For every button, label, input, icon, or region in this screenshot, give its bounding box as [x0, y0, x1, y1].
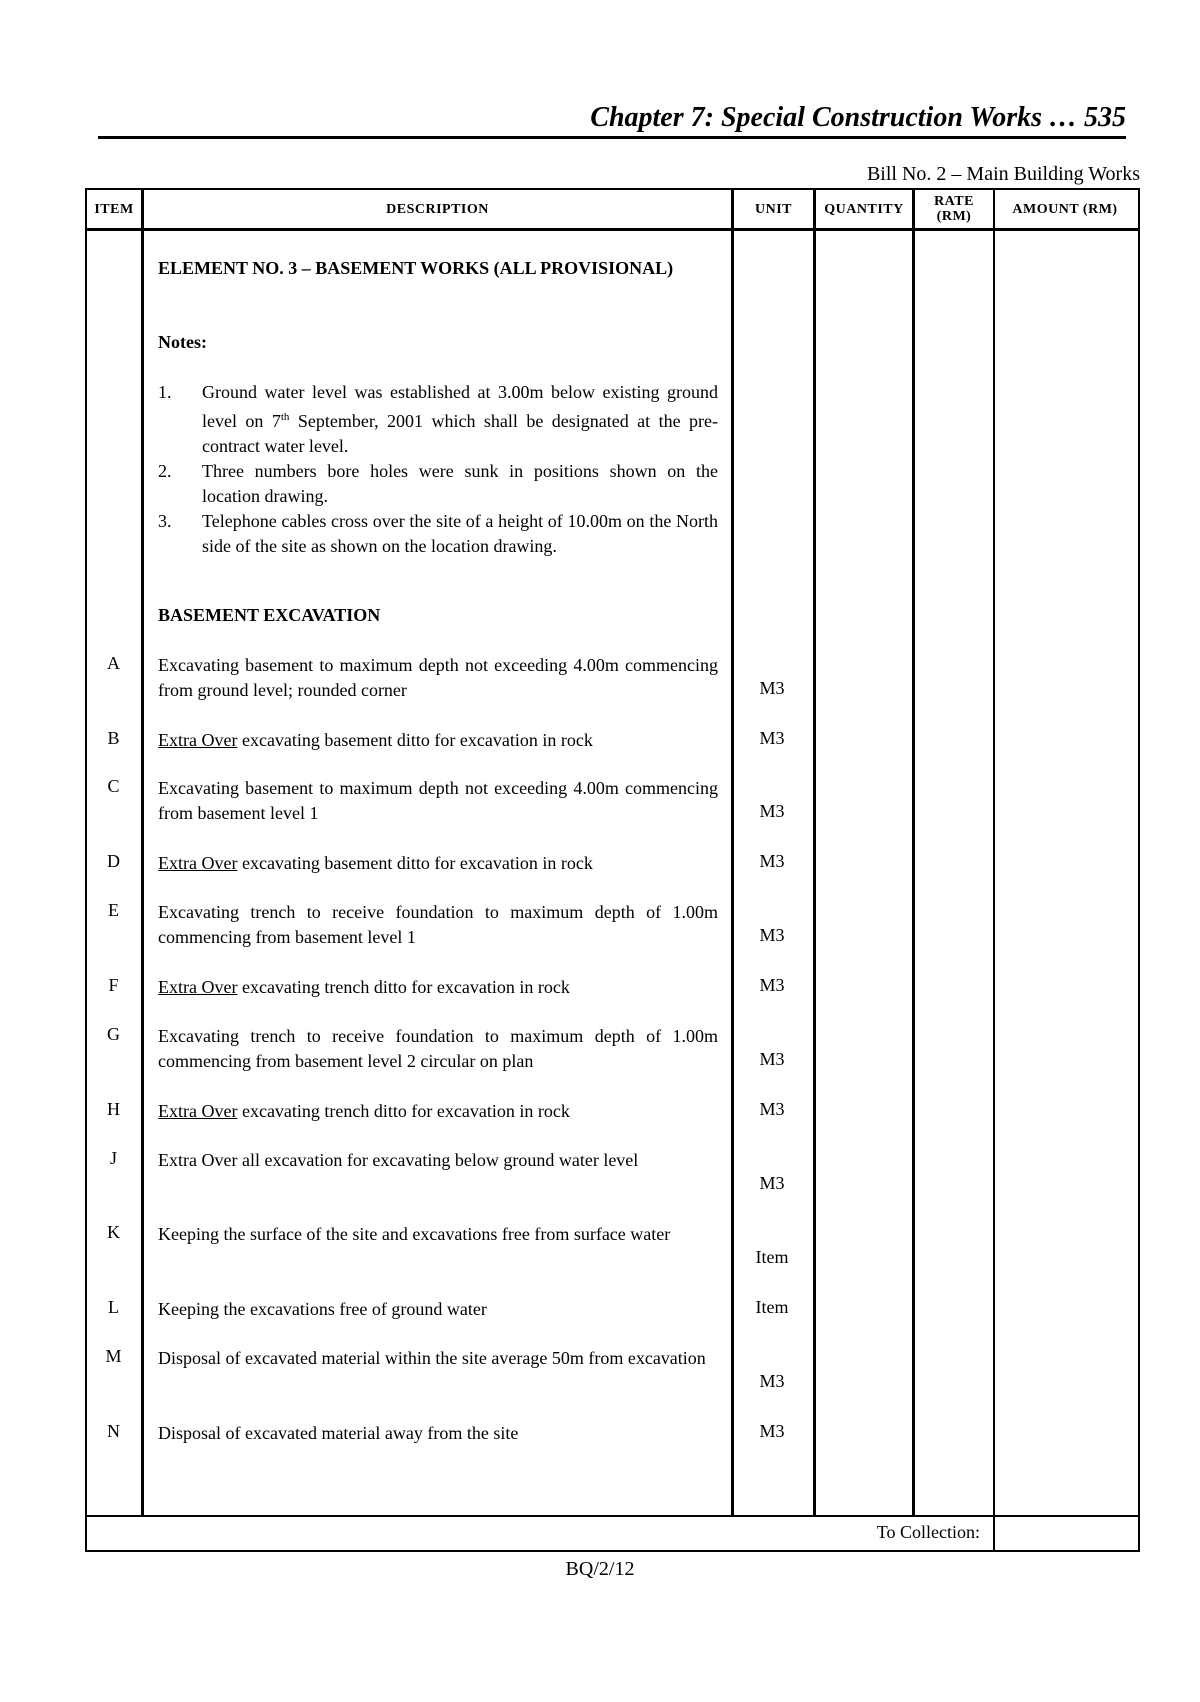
item-letter: N	[107, 1421, 120, 1441]
item-unit: M3	[759, 1049, 785, 1069]
item-description: Extra Over all excavation for excavating below ground water level	[158, 1150, 639, 1170]
item-unit: Item	[755, 1297, 789, 1317]
column-divider-quantity	[912, 188, 915, 1516]
item-description: Excavating basement to maximum depth not exceeding 4.00m commencing from basement level 1	[158, 778, 718, 823]
item-unit: M3	[759, 975, 785, 995]
header-divider	[85, 228, 1140, 231]
column-divider-unit	[813, 188, 816, 1516]
column-header-amount: AMOUNT (RM)	[1012, 201, 1118, 217]
note-item	[158, 459, 718, 509]
column-header-rate: RATE (RM)	[934, 194, 974, 224]
note-text: Ground water level was established at 3.00m below existing ground level on 7th September, 2001 which shall be designated at the pre-contract water level.	[202, 382, 718, 456]
column-header-quantity: QUANTITY	[824, 201, 904, 217]
header-rule	[98, 136, 1126, 139]
note-item	[158, 509, 718, 559]
item-unit: M3	[759, 678, 785, 698]
item-unit: M3	[759, 925, 785, 945]
note-number: 2.	[158, 461, 172, 481]
item-description: Excavating basement to maximum depth not exceeding 4.00m commencing from ground level; rounded corner	[158, 655, 718, 700]
item-letter: K	[107, 1222, 120, 1242]
item-letter: M	[105, 1346, 122, 1366]
item-description: Keeping the excavations free of ground water	[158, 1299, 487, 1319]
to-collection-label: To Collection:	[876, 1522, 980, 1542]
footer-divider	[85, 1515, 1140, 1517]
item-letter: D	[107, 851, 120, 871]
section-heading: BASEMENT EXCAVATION	[158, 605, 381, 625]
item-description: Extra Over excavating basement ditto for excavation in rock	[158, 730, 593, 750]
item-unit: M3	[759, 851, 785, 871]
notes-label: Notes:	[158, 332, 207, 352]
item-letter: J	[109, 1148, 117, 1168]
item-letter: A	[107, 653, 120, 673]
item-description: Extra Over excavating trench ditto for excavation in rock	[158, 977, 570, 997]
item-letter: E	[108, 900, 119, 920]
item-letter: G	[107, 1024, 120, 1044]
chapter-title: Chapter 7: Special Construction Works … 535	[590, 102, 1126, 133]
item-letter: C	[107, 776, 120, 796]
item-description: Extra Over excavating basement ditto for excavation in rock	[158, 853, 593, 873]
item-description: Extra Over excavating trench ditto for excavation in rock	[158, 1101, 570, 1121]
item-letter: H	[107, 1099, 120, 1119]
item-unit: M3	[759, 1173, 785, 1193]
column-header-description: DESCRIPTION	[386, 201, 489, 217]
column-divider-rate	[993, 188, 995, 1552]
element-title: ELEMENT NO. 3 – BASEMENT WORKS (ALL PROVISIONAL)	[158, 258, 674, 278]
column-header-unit: UNIT	[754, 201, 792, 217]
item-unit: Item	[755, 1247, 789, 1267]
item-description: Excavating trench to receive foundation to maximum depth of 1.00m commencing from basement level 1	[158, 902, 718, 947]
item-unit: M3	[759, 1371, 785, 1391]
note-text: Telephone cables cross over the site of a height of 10.00m on the North side of the site as shown on the location drawing.	[202, 511, 718, 556]
item-letter: L	[108, 1297, 119, 1317]
item-letter: F	[108, 975, 119, 995]
item-unit: M3	[759, 728, 785, 748]
item-unit: M3	[759, 1099, 785, 1119]
item-unit: M3	[759, 1421, 785, 1441]
column-header-item: ITEM	[94, 201, 134, 217]
item-letter: B	[107, 728, 120, 748]
page-reference: BQ/2/12	[565, 1558, 635, 1580]
item-description: Disposal of excavated material within the site average 50m from excavation	[158, 1348, 706, 1368]
note-number: 3.	[158, 511, 172, 531]
item-description: Excavating trench to receive foundation to maximum depth of 1.00m commencing from basement level 2 circular on plan	[158, 1026, 718, 1071]
notes-list	[158, 380, 718, 559]
note-number: 1.	[158, 382, 172, 402]
bill-number: Bill No. 2 – Main Building Works	[866, 163, 1140, 185]
item-description: Disposal of excavated material away from the site	[158, 1423, 519, 1443]
item-description: Keeping the surface of the site and excavations free from surface water	[158, 1224, 671, 1244]
note-item	[158, 380, 718, 459]
item-unit: M3	[759, 801, 785, 821]
note-text: Three numbers bore holes were sunk in positions shown on the location drawing.	[202, 461, 718, 506]
